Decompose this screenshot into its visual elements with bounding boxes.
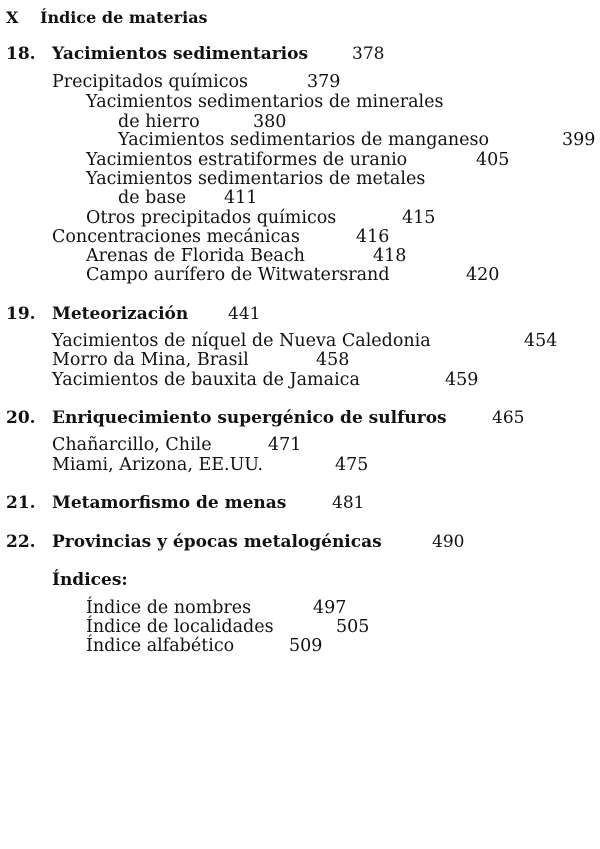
toc-entry: de hierro <box>118 112 200 132</box>
index-entry: Índice de localidades <box>86 617 274 637</box>
toc-entry-page: 405 <box>476 150 510 170</box>
chapter-page: 378 <box>352 44 385 64</box>
chapter-number: 21. <box>6 493 36 513</box>
chapter-number: 22. <box>6 532 36 552</box>
toc-entry-page: 416 <box>356 227 390 247</box>
toc-entry: Miami, Arizona, EE.UU. <box>52 455 264 475</box>
chapter-page: 465 <box>492 408 525 428</box>
toc-entry-page: 380 <box>253 112 287 132</box>
index-entry-page: 505 <box>336 617 370 637</box>
toc-entry: de base <box>118 188 187 208</box>
chapter-title: Meteorización <box>52 304 189 324</box>
index-entry-page: 509 <box>289 636 323 656</box>
toc-entry-page: 458 <box>316 350 350 370</box>
toc-entry: Yacimientos sedimentarios de minerales <box>86 92 444 112</box>
toc-entry-page: 379 <box>307 72 341 92</box>
page-number-roman: X <box>6 8 19 27</box>
indices-heading: Índices: <box>52 570 128 590</box>
toc-entry-page: 459 <box>445 370 479 390</box>
chapter-number: 19. <box>6 304 36 324</box>
toc-entry-page: 420 <box>466 265 500 285</box>
toc-entry-page: 471 <box>268 435 302 455</box>
chapter-title: Yacimientos sedimentarios <box>52 44 309 64</box>
toc-entry: Yacimientos sedimentarios de metales <box>86 169 426 189</box>
toc-entry: Otros precipitados químicos <box>86 208 337 228</box>
chapter-title: Provincias y épocas metalogénicas <box>52 532 382 552</box>
chapter-title: Metamorfismo de menas <box>52 493 287 513</box>
index-entry: Índice de nombres <box>86 598 252 618</box>
toc-entry: Precipitados químicos <box>52 72 249 92</box>
chapter-title: Enriquecimiento supergénico de sulfuros <box>52 408 447 428</box>
toc-entry: Arenas de Florida Beach <box>86 246 305 266</box>
toc-entry: Yacimientos estratiformes de uranio <box>86 150 408 170</box>
toc-entry-page: 475 <box>335 455 369 475</box>
toc-entry-page: 399 <box>562 130 596 150</box>
chapter-page: 490 <box>432 532 465 552</box>
index-entry: Índice alfabético <box>86 636 235 656</box>
toc-entry: Campo aurífero de Witwatersrand <box>86 265 390 285</box>
toc-entry: Morro da Mina, Brasil <box>52 350 249 370</box>
toc-entry-page: 418 <box>373 246 407 266</box>
toc-entry: Yacimientos de níquel de Nueva Caledonia <box>52 331 431 351</box>
toc-entry-page: 454 <box>524 331 558 351</box>
chapter-number: 18. <box>6 44 36 64</box>
toc-entry: Concentraciones mecánicas <box>52 227 300 247</box>
toc-entry: Yacimientos sedimentarios de manganeso <box>118 130 490 150</box>
toc-entry: Yacimientos de bauxita de Jamaica <box>52 370 360 390</box>
toc-entry-page: 411 <box>224 188 258 208</box>
index-entry-page: 497 <box>313 598 347 618</box>
chapter-page: 481 <box>332 493 365 513</box>
toc-entry-page: 415 <box>402 208 436 228</box>
chapter-page: 441 <box>228 304 261 324</box>
running-header-title: Índice de materias <box>40 8 208 27</box>
chapter-number: 20. <box>6 408 36 428</box>
toc-entry: Chañarcillo, Chile <box>52 435 212 455</box>
